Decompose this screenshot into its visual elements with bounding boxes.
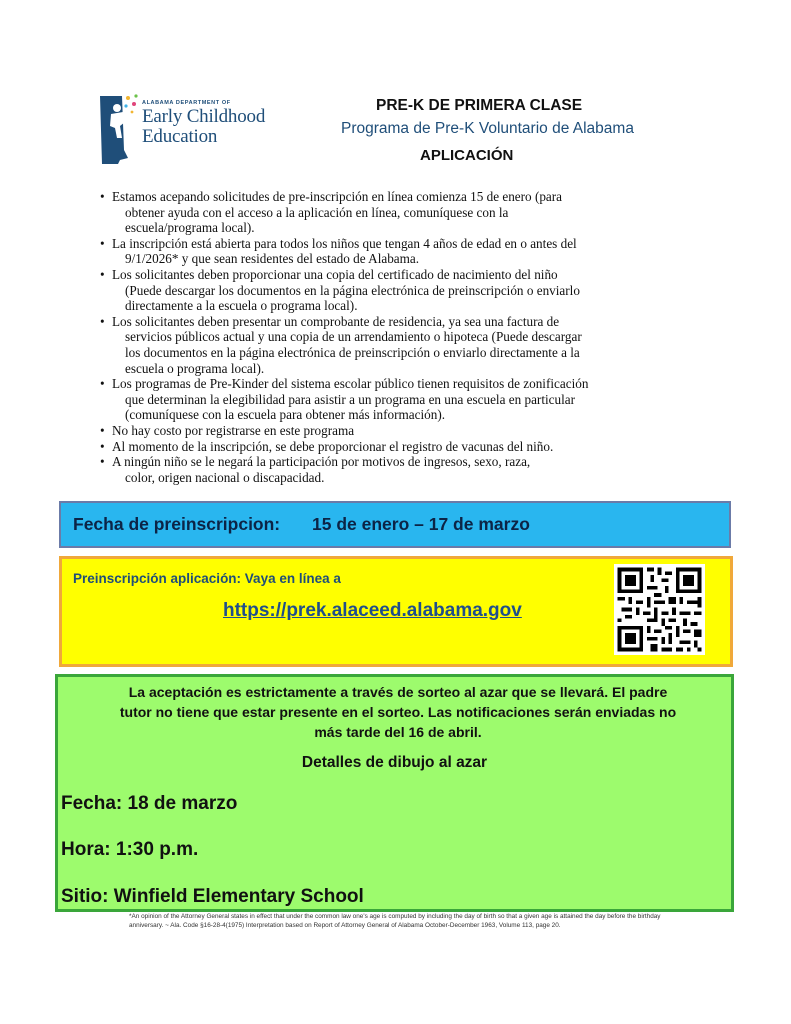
requirement-first-line: Los solicitantes deben proporcionar una copia del certificado de nacimiento del niño xyxy=(112,266,558,282)
requirement-continuation-line: los documentos en la página electrónica de preinscripción o enviarlo directamente a la xyxy=(125,344,580,360)
lottery-line-1: La aceptación es estrictamente a través de sorteo al azar que se llevará. El padre xyxy=(128,684,668,700)
online-application-box xyxy=(59,556,733,667)
logo-department: ALABAMA DEPARTMENT OF xyxy=(142,100,231,106)
lottery-date: Fecha: 18 de marzo xyxy=(61,793,238,814)
page-title: PRE-K DE PRIMERA CLASE xyxy=(376,97,583,114)
requirements-list xyxy=(100,189,700,485)
requirement-first-line: Los solicitantes deben presentar un comprobante de residencia, ya sea una factura de xyxy=(112,313,560,329)
application-url-link[interactable]: https://prek.alaceed.alabama.gov xyxy=(223,600,522,621)
lottery-line-2: tutor no tiene que estar presente en el sorteo. Las notificaciones serán enviadas no xyxy=(119,704,677,720)
requirement-continuation-line: directamente a la escuela o programa local). xyxy=(125,298,358,314)
requirement-item xyxy=(100,423,700,439)
requirement-continuation-line: 9/1/2026* y que sean residentes del estado de Alabama. xyxy=(125,251,420,267)
lottery-info-box xyxy=(55,674,734,912)
requirement-continuation-line: escuela/programa local). xyxy=(125,220,255,236)
requirement-first-line: A ningún niño se le negará la participación por motivos de ingresos, sexo, raza, xyxy=(112,454,531,470)
requirement-item xyxy=(100,267,700,314)
ecd-logo xyxy=(98,92,298,166)
requirement-continuation-line: que determinan la elegibilidad para asistir a un programa en una escuela en particular xyxy=(125,391,576,407)
requirement-item xyxy=(100,376,700,423)
page-subtitle: Programa de Pre-K Voluntario de Alabama xyxy=(341,120,634,137)
lottery-description xyxy=(78,682,718,742)
online-application-label: Preinscripción aplicación: Vaya en línea a xyxy=(73,571,341,586)
requirement-continuation-line: (comuníquese con la escuela para obtener más información). xyxy=(125,407,446,423)
logo-line-1: Early Childhood xyxy=(142,106,266,127)
requirement-first-line: Estamos acepando solicitudes de pre-inscripción en línea comienza 15 de enero (para xyxy=(112,189,563,204)
logo-text xyxy=(142,100,265,147)
requirement-first-line: Los programas de Pre-Kinder del sistema escolar público tienen requisitos de zonificación xyxy=(112,376,589,392)
requirement-continuation-line: (Puede descargar los documentos en la página electrónica de preinscripción o enviarlo xyxy=(125,282,580,298)
lottery-site: Sitio: Winfield Elementary School xyxy=(61,886,364,907)
requirement-first-line: La inscripción está abierta para todos los niños que tengan 4 años de edad en o antes del xyxy=(112,235,577,251)
qr-code-icon xyxy=(614,564,705,655)
alabama-child-icon xyxy=(98,92,142,166)
requirement-continuation-line: obtener ayuda con el acceso a la aplicación en línea, comuníquese con la xyxy=(125,204,509,220)
lottery-time: Hora: 1:30 p.m. xyxy=(61,839,199,860)
requirement-continuation-line: escuela o programa local). xyxy=(125,360,265,376)
preregistration-date-range: 15 de enero – 17 de marzo xyxy=(312,514,530,534)
lottery-details-title: Detalles de dibujo al azar xyxy=(301,754,488,771)
preregistration-date-label: Fecha de preinscripcion: xyxy=(73,514,281,534)
requirement-item xyxy=(100,189,700,236)
requirement-item xyxy=(100,236,700,267)
requirement-continuation-line: servicios públicos actual y una copia de un arrendamiento o hipoteca (Puede descargar xyxy=(125,329,582,345)
requirement-continuation-line: color, origen nacional o discapacidad. xyxy=(125,469,325,485)
preregistration-date-box xyxy=(59,501,731,548)
requirement-item xyxy=(100,314,700,376)
lottery-line-3: más tarde del 16 de abril. xyxy=(314,724,482,740)
requirement-item xyxy=(100,454,700,485)
logo-line-2: Education xyxy=(142,126,218,147)
requirement-item xyxy=(100,439,700,455)
footnote: *An opinion of the Attorney General states in effect that under the common law one's age is computed by including the day of birth so that a given age is attained the day before the birthday anniversary. ~ Ala. Code §16-28-4(1975) Interpretation based on Report of Attorney General of Alabama October-December 1963, Volume 113, page 20. xyxy=(129,913,661,929)
application-heading: APLICACIÓN xyxy=(420,147,514,164)
requirement-first-line: Al momento de la inscripción, se debe proporcionar el registro de vacunas del niño. xyxy=(112,438,554,454)
requirement-first-line: No hay costo por registrarse en este programa xyxy=(112,422,355,438)
